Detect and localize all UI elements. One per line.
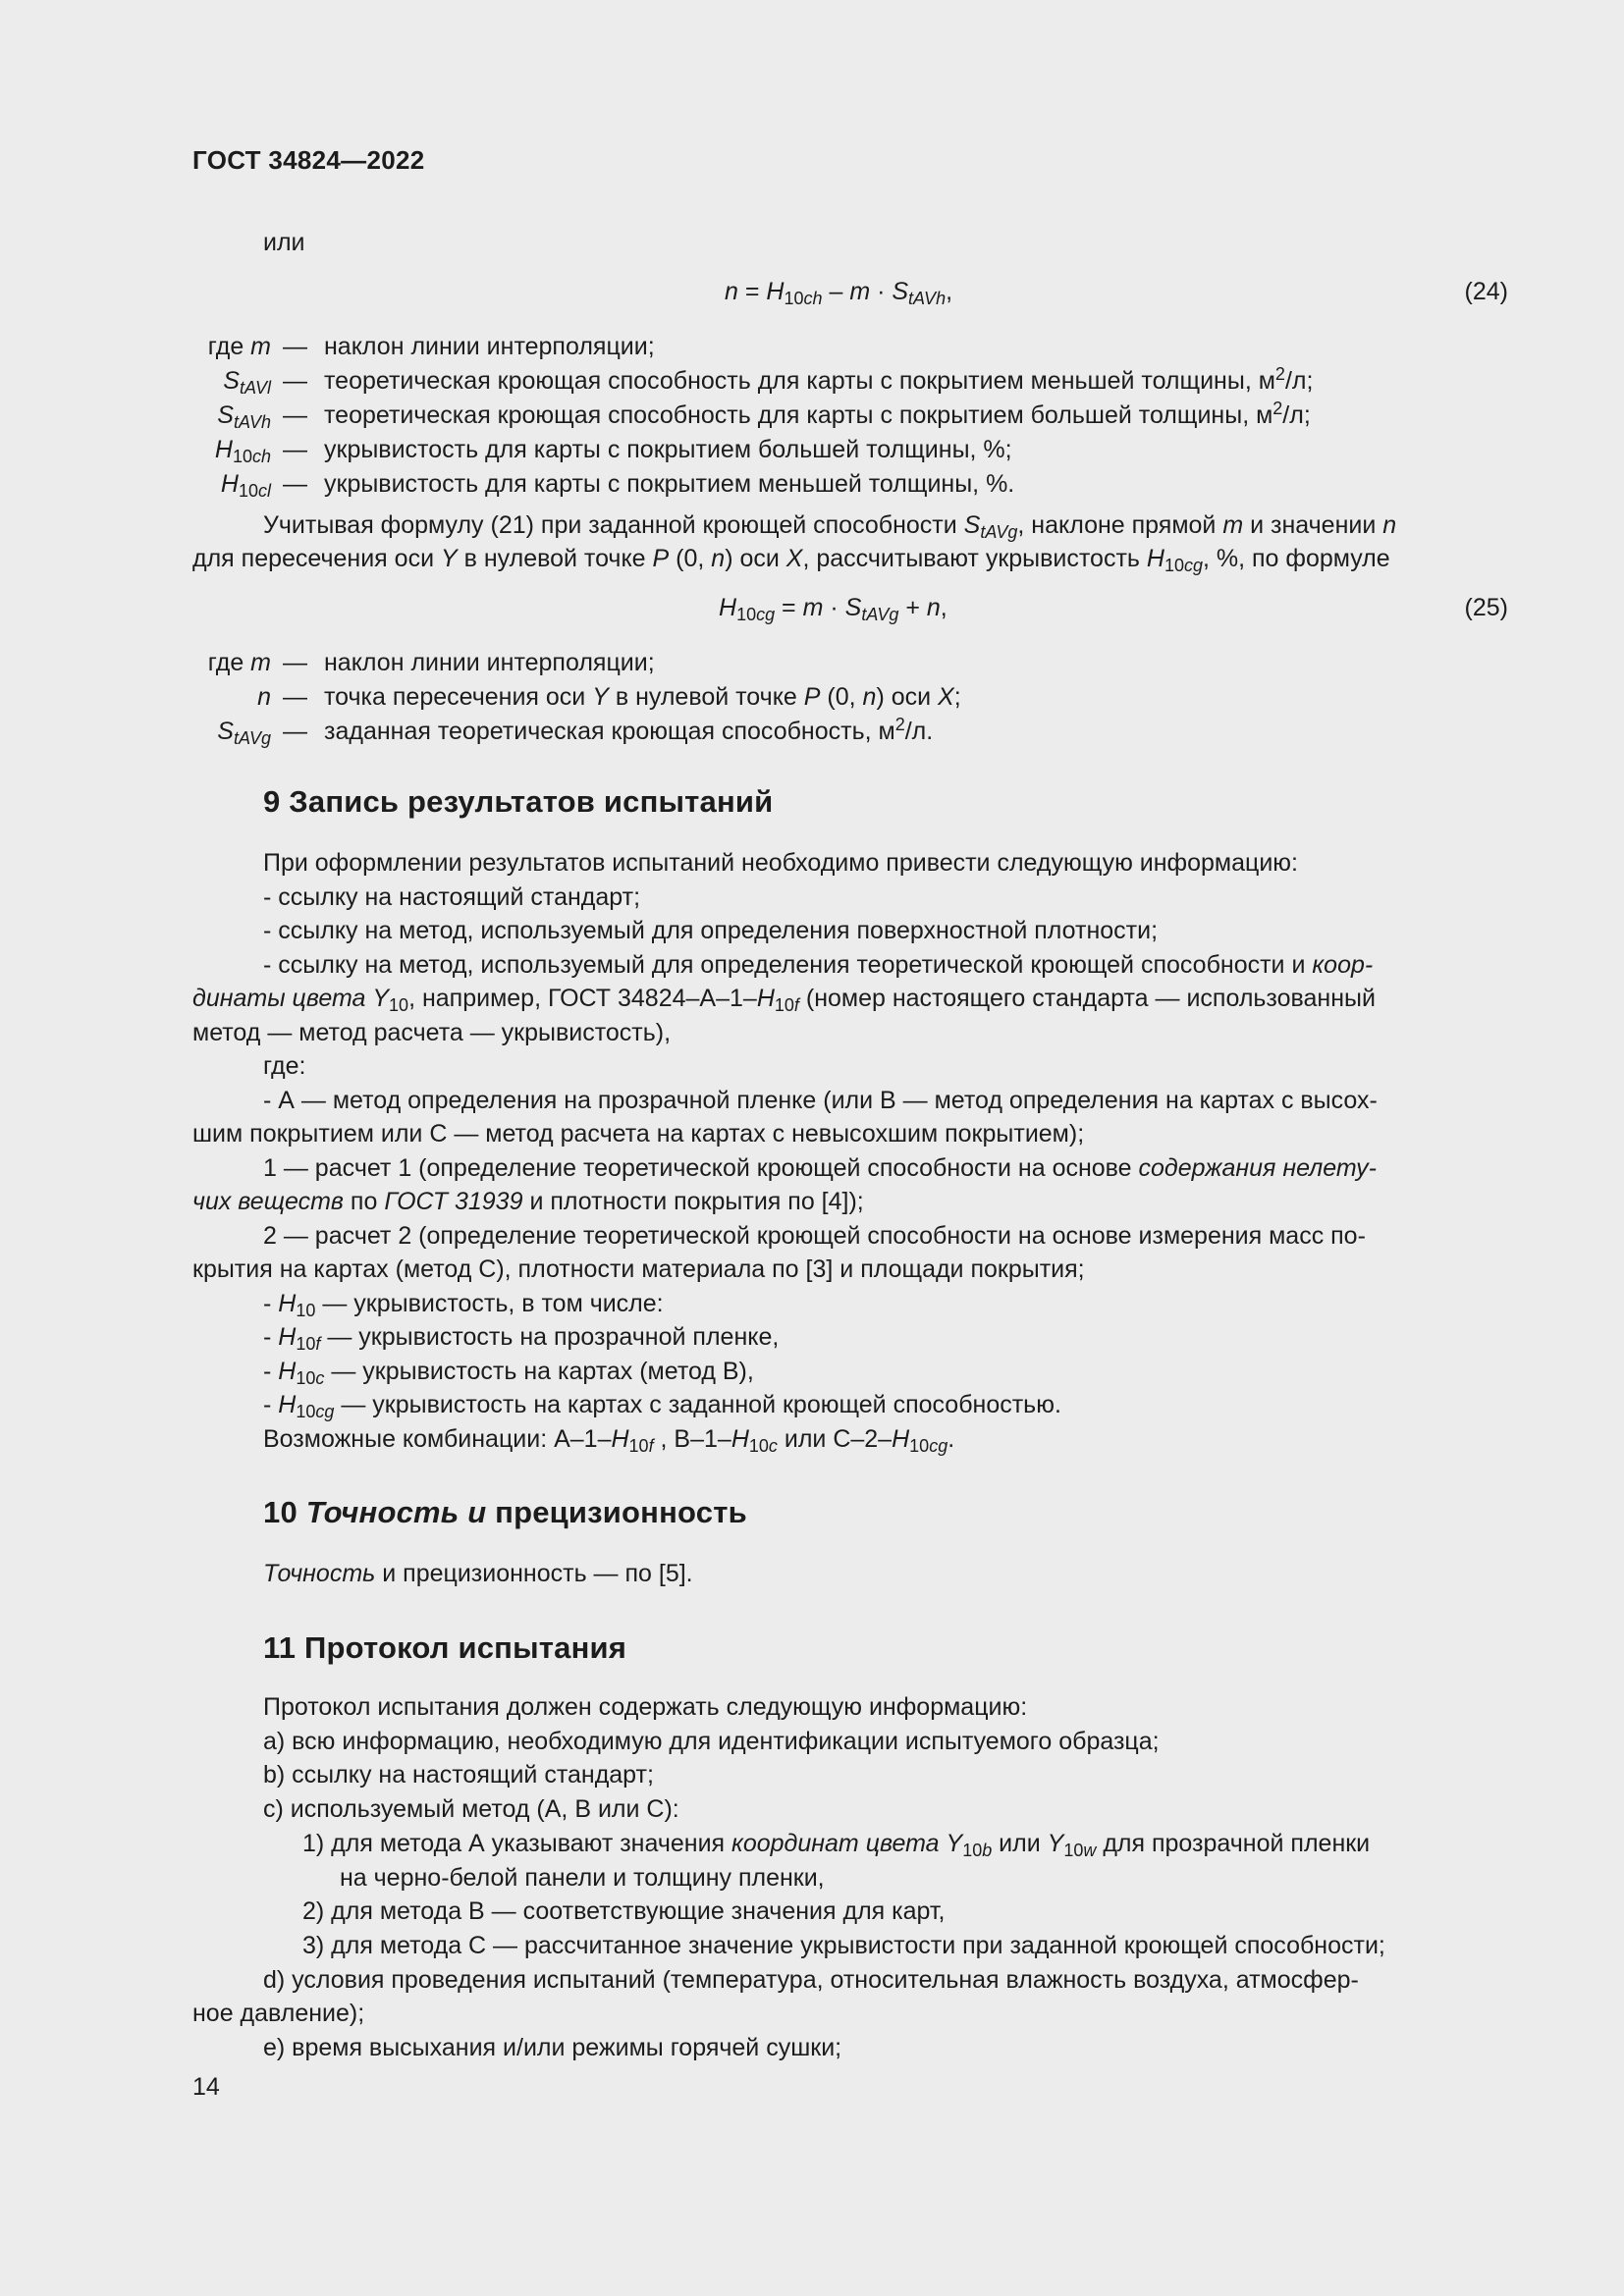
text-line: ное давление);	[192, 2000, 365, 2028]
definition-dash: —	[283, 436, 307, 463]
text-line: на черно-белой панели и толщину пленки,	[340, 1863, 825, 1892]
text-line: - $H_{10}$ — укрывистость, в том числе:	[263, 1289, 664, 1320]
definition-text: теоретическая кроющая способность для карты с покрытием меньшей толщины, $м^2/л$;	[324, 364, 1314, 395]
text-line: 2 — расчет 2 (определение теоретической кроющей способности на основе измерения масс по-	[263, 1221, 1366, 1250]
document-header: ГОСТ 34824—2022	[192, 145, 425, 175]
definition-text: наклон линии интерполяции;	[324, 649, 655, 676]
text-line: динаты цвета $Y_{10}$, например, ГОСТ $34824-А-1-H_{10f}$ (номер настоящего стандарта — использованный	[192, 985, 1376, 1015]
text-line: 1) для метода А указывают значения координат цвета $Y_{10b}$ или $Y_{10w}$ для прозрачной пленки	[302, 1829, 1371, 1860]
definition-term: где m	[207, 333, 271, 360]
or-text: или	[263, 229, 305, 256]
definition-dash: —	[283, 401, 307, 429]
text-line: 2) для метода В — соответствующие значения для карт,	[302, 1897, 946, 1926]
text-line: - $H_{10c}$ — укрывистость на картах (метод В),	[263, 1357, 754, 1388]
definition-term: $S_{tAVg}$	[217, 718, 271, 748]
definition-term: $S_{tAVl}$	[223, 367, 271, 398]
definition-text: укрывистость для карты с покрытием большей толщины, %;	[324, 436, 1012, 463]
text-line: где:	[263, 1052, 306, 1080]
formula-24-number: (24)	[1464, 278, 1508, 305]
text-line: - А — метод определения на прозрачной пленке (или В — метод определения на картах с высох-	[263, 1086, 1378, 1114]
definition-term: где m	[207, 649, 271, 676]
definition-dash: —	[283, 649, 307, 676]
text-line: 1 — расчет 1 (определение теоретической кроющей способности на основе содержания нелету-	[263, 1153, 1377, 1182]
formula-25: $H_{10cg} = m \cdot S_{tAVg} + n$,	[719, 594, 947, 624]
definition-dash: —	[283, 367, 307, 395]
text-line: шим покрытием или С — метод расчета на картах с невысохшим покрытием);	[192, 1120, 1085, 1148]
paragraph-formula21	[192, 508, 1508, 575]
section-10-heading: 10 Точность и прецизионность	[263, 1495, 747, 1529]
paragraph-line: Учитывая формулу (21) при заданной кроющей способности $S_{tAVg}$, наклоне прямой m и значении n	[263, 511, 1397, 542]
text-line: 3) для метода С — рассчитанное значение укрывистости при заданной кроющей способности;	[302, 1931, 1385, 1959]
paragraph-line: для пересечения оси Y в нулевой точке P (0, n) оси X, рассчитывают укрывистость $H_{10cg}$, %, по формуле	[192, 545, 1390, 575]
definition-dash: —	[283, 718, 307, 745]
text-line: е) время высыхания и/или режимы горячей сушки;	[263, 2034, 842, 2061]
text-line: d) условия проведения испытаний (температура, относительная влажность воздуха, атмосфер-	[263, 1965, 1359, 1994]
text-line: с) используемый метод (А, В или С):	[263, 1795, 679, 1824]
definition-dash: —	[283, 683, 307, 711]
text-line: метод — метод расчета — укрывистость),	[192, 1018, 672, 1046]
definition-text: укрывистость для карты с покрытием меньшей толщины, %.	[324, 470, 1015, 498]
definition-term: $S_{tAVh}$	[217, 401, 271, 432]
text-line: - ссылку на метод, используемый для определения теоретической кроющей способности и коор-	[263, 950, 1374, 979]
formula-24: $n = H_{10ch} - m \cdot S_{tAVh}$,	[725, 278, 953, 308]
definition-dash: —	[283, 333, 307, 360]
section-9-heading: 9 Запись результатов испытаний	[263, 784, 774, 819]
text-line: - ссылку на метод, используемый для определения поверхностной плотности;	[263, 917, 1159, 944]
definition-text: заданная теоретическая кроющая способность, $м^2/л$.	[324, 715, 934, 745]
definition-text: теоретическая кроющая способность для карты с покрытием большей толщины, $м^2/л$;	[324, 399, 1311, 429]
text-line: - $H_{10f}$ — укрывистость на прозрачной пленке,	[263, 1323, 780, 1354]
definition-term: $H_{10cl}$	[220, 470, 271, 501]
page-number: 14	[192, 2073, 220, 2101]
text-line: чих веществ по ГОСТ 31939 и плотности покрытия по [4]);	[192, 1188, 864, 1215]
text-line: Точность и прецизионность — по [5].	[263, 1560, 693, 1587]
definition-term: n	[257, 683, 271, 711]
text-line: b) ссылку на настоящий стандарт;	[263, 1761, 654, 1789]
text-line: крытия на картах (метод С), плотности материала по [3] и площади покрытия;	[192, 1255, 1085, 1283]
formula-25-number: (25)	[1464, 594, 1508, 621]
definition-text: точка пересечения оси Y в нулевой точке P (0, n) оси X;	[324, 683, 961, 711]
definition-term: $H_{10ch}$	[214, 436, 271, 466]
definition-text: наклон линии интерполяции;	[324, 333, 655, 360]
text-line: - $H_{10cg}$ — укрывистость на картах с заданной кроющей способностью.	[263, 1391, 1061, 1421]
text-line: Протокол испытания должен содержать следующую информацию:	[263, 1693, 1028, 1721]
text-line: При оформлении результатов испытаний необходимо привести следующую информацию:	[263, 849, 1299, 877]
text-line: Возможные комбинации: $А-1-H_{10f}$ , $В-1-H_{10c}$ или $С-2-H_{10cg}$.	[263, 1424, 955, 1456]
definition-dash: —	[283, 470, 307, 498]
text-line: - ссылку на настоящий стандарт;	[263, 882, 641, 911]
section-11-heading: 11 Протокол испытания	[263, 1630, 627, 1665]
text-line: а) всю информацию, необходимую для идентификации испытуемого образца;	[263, 1727, 1160, 1755]
